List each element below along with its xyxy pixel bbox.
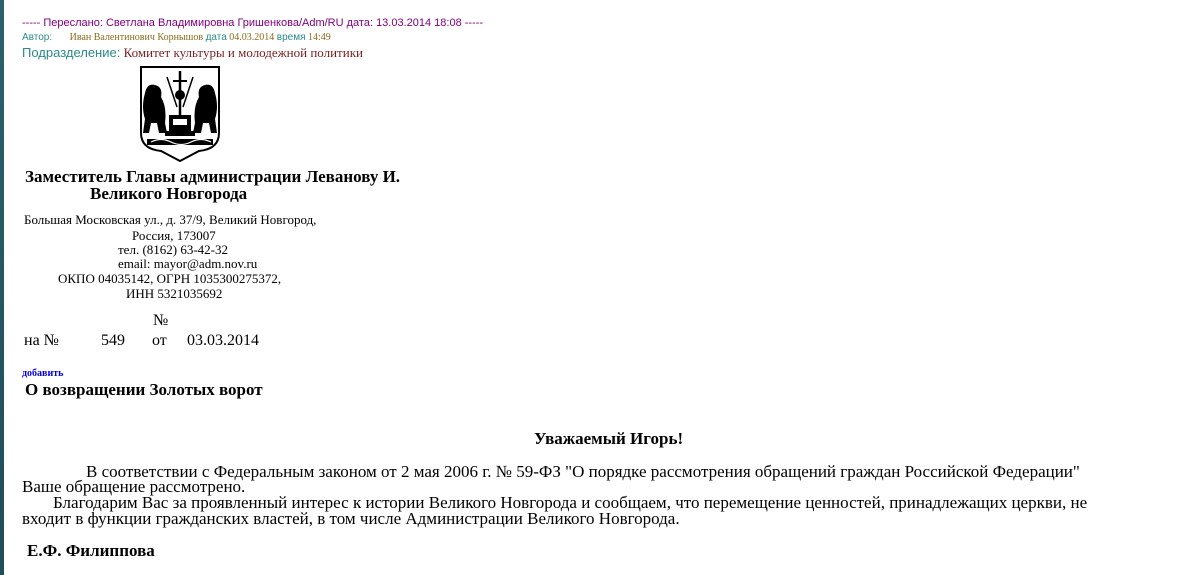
reference-from-label: от bbox=[152, 332, 167, 349]
paragraph1-line2: Ваше обращение рассмотрено. bbox=[22, 477, 246, 496]
reference-date: 03.03.2014 bbox=[187, 332, 259, 349]
address-line: Россия, 173007 bbox=[132, 228, 216, 243]
window-left-edge bbox=[0, 0, 4, 575]
reference-number: 549 bbox=[101, 332, 125, 349]
author-label: Автор: bbox=[22, 32, 53, 43]
letter-subject: О возвращении Золотых ворот bbox=[25, 380, 263, 399]
time-label: время bbox=[276, 32, 306, 43]
paragraph2-line1: Благодарим Вас за проявленный интерес к истории Великого Новгорода и сообщаем, что перемещение ценностей, принадлежащих церкви, не bbox=[53, 493, 1088, 512]
number-symbol: № bbox=[153, 312, 169, 329]
address-email: email: mayor@adm.nov.ru bbox=[118, 256, 258, 271]
letter-greeting: Уважаемый Игорь! bbox=[534, 429, 684, 448]
department-line bbox=[22, 45, 363, 61]
author-meta bbox=[22, 32, 331, 43]
recipient-title-line1: Заместитель Главы администрации Леванову И. bbox=[25, 167, 401, 186]
date-label: дата bbox=[205, 32, 227, 43]
address-phone: тел. (8162) 63-42-32 bbox=[118, 242, 229, 257]
department-label: Подразделение: bbox=[22, 45, 121, 60]
add-link[interactable]: добавить bbox=[22, 368, 64, 379]
forward-header: ----- Переслано: Светлана Владимировна Гришенкова/Adm/RU дата: 13.03.2014 18:08 ----- bbox=[22, 17, 484, 29]
address-line: Большая Московская ул., д. 37/9, Великий Новгород, bbox=[24, 212, 317, 227]
recipient-title-line2: Великого Новгорода bbox=[90, 184, 248, 203]
address-inn: ИНН 5321035692 bbox=[126, 286, 223, 301]
signature: Е.Ф. Филиппова bbox=[27, 541, 155, 560]
address-okpo: ОКПО 04035142, ОГРН 1035300275372, bbox=[58, 271, 282, 286]
paragraph1-line1: В соответствии с Федеральным законом от 2 мая 2006 г. № 59-ФЗ "О порядке рассмотрения обращений граждан Российской Федерации" bbox=[86, 462, 1080, 481]
author-name: Иван Валентинович Корнышов bbox=[69, 32, 204, 43]
time-value: 14:49 bbox=[308, 32, 331, 43]
department-value: Комитет культуры и молодежной политики bbox=[123, 45, 363, 60]
coat-of-arms-icon bbox=[137, 63, 223, 163]
date-value: 04.03.2014 bbox=[229, 32, 275, 43]
reference-prefix: на № bbox=[24, 332, 59, 349]
paragraph2-line2: входит в функции гражданских властей, в том числе Администрации Великого Новгорода. bbox=[22, 509, 680, 528]
